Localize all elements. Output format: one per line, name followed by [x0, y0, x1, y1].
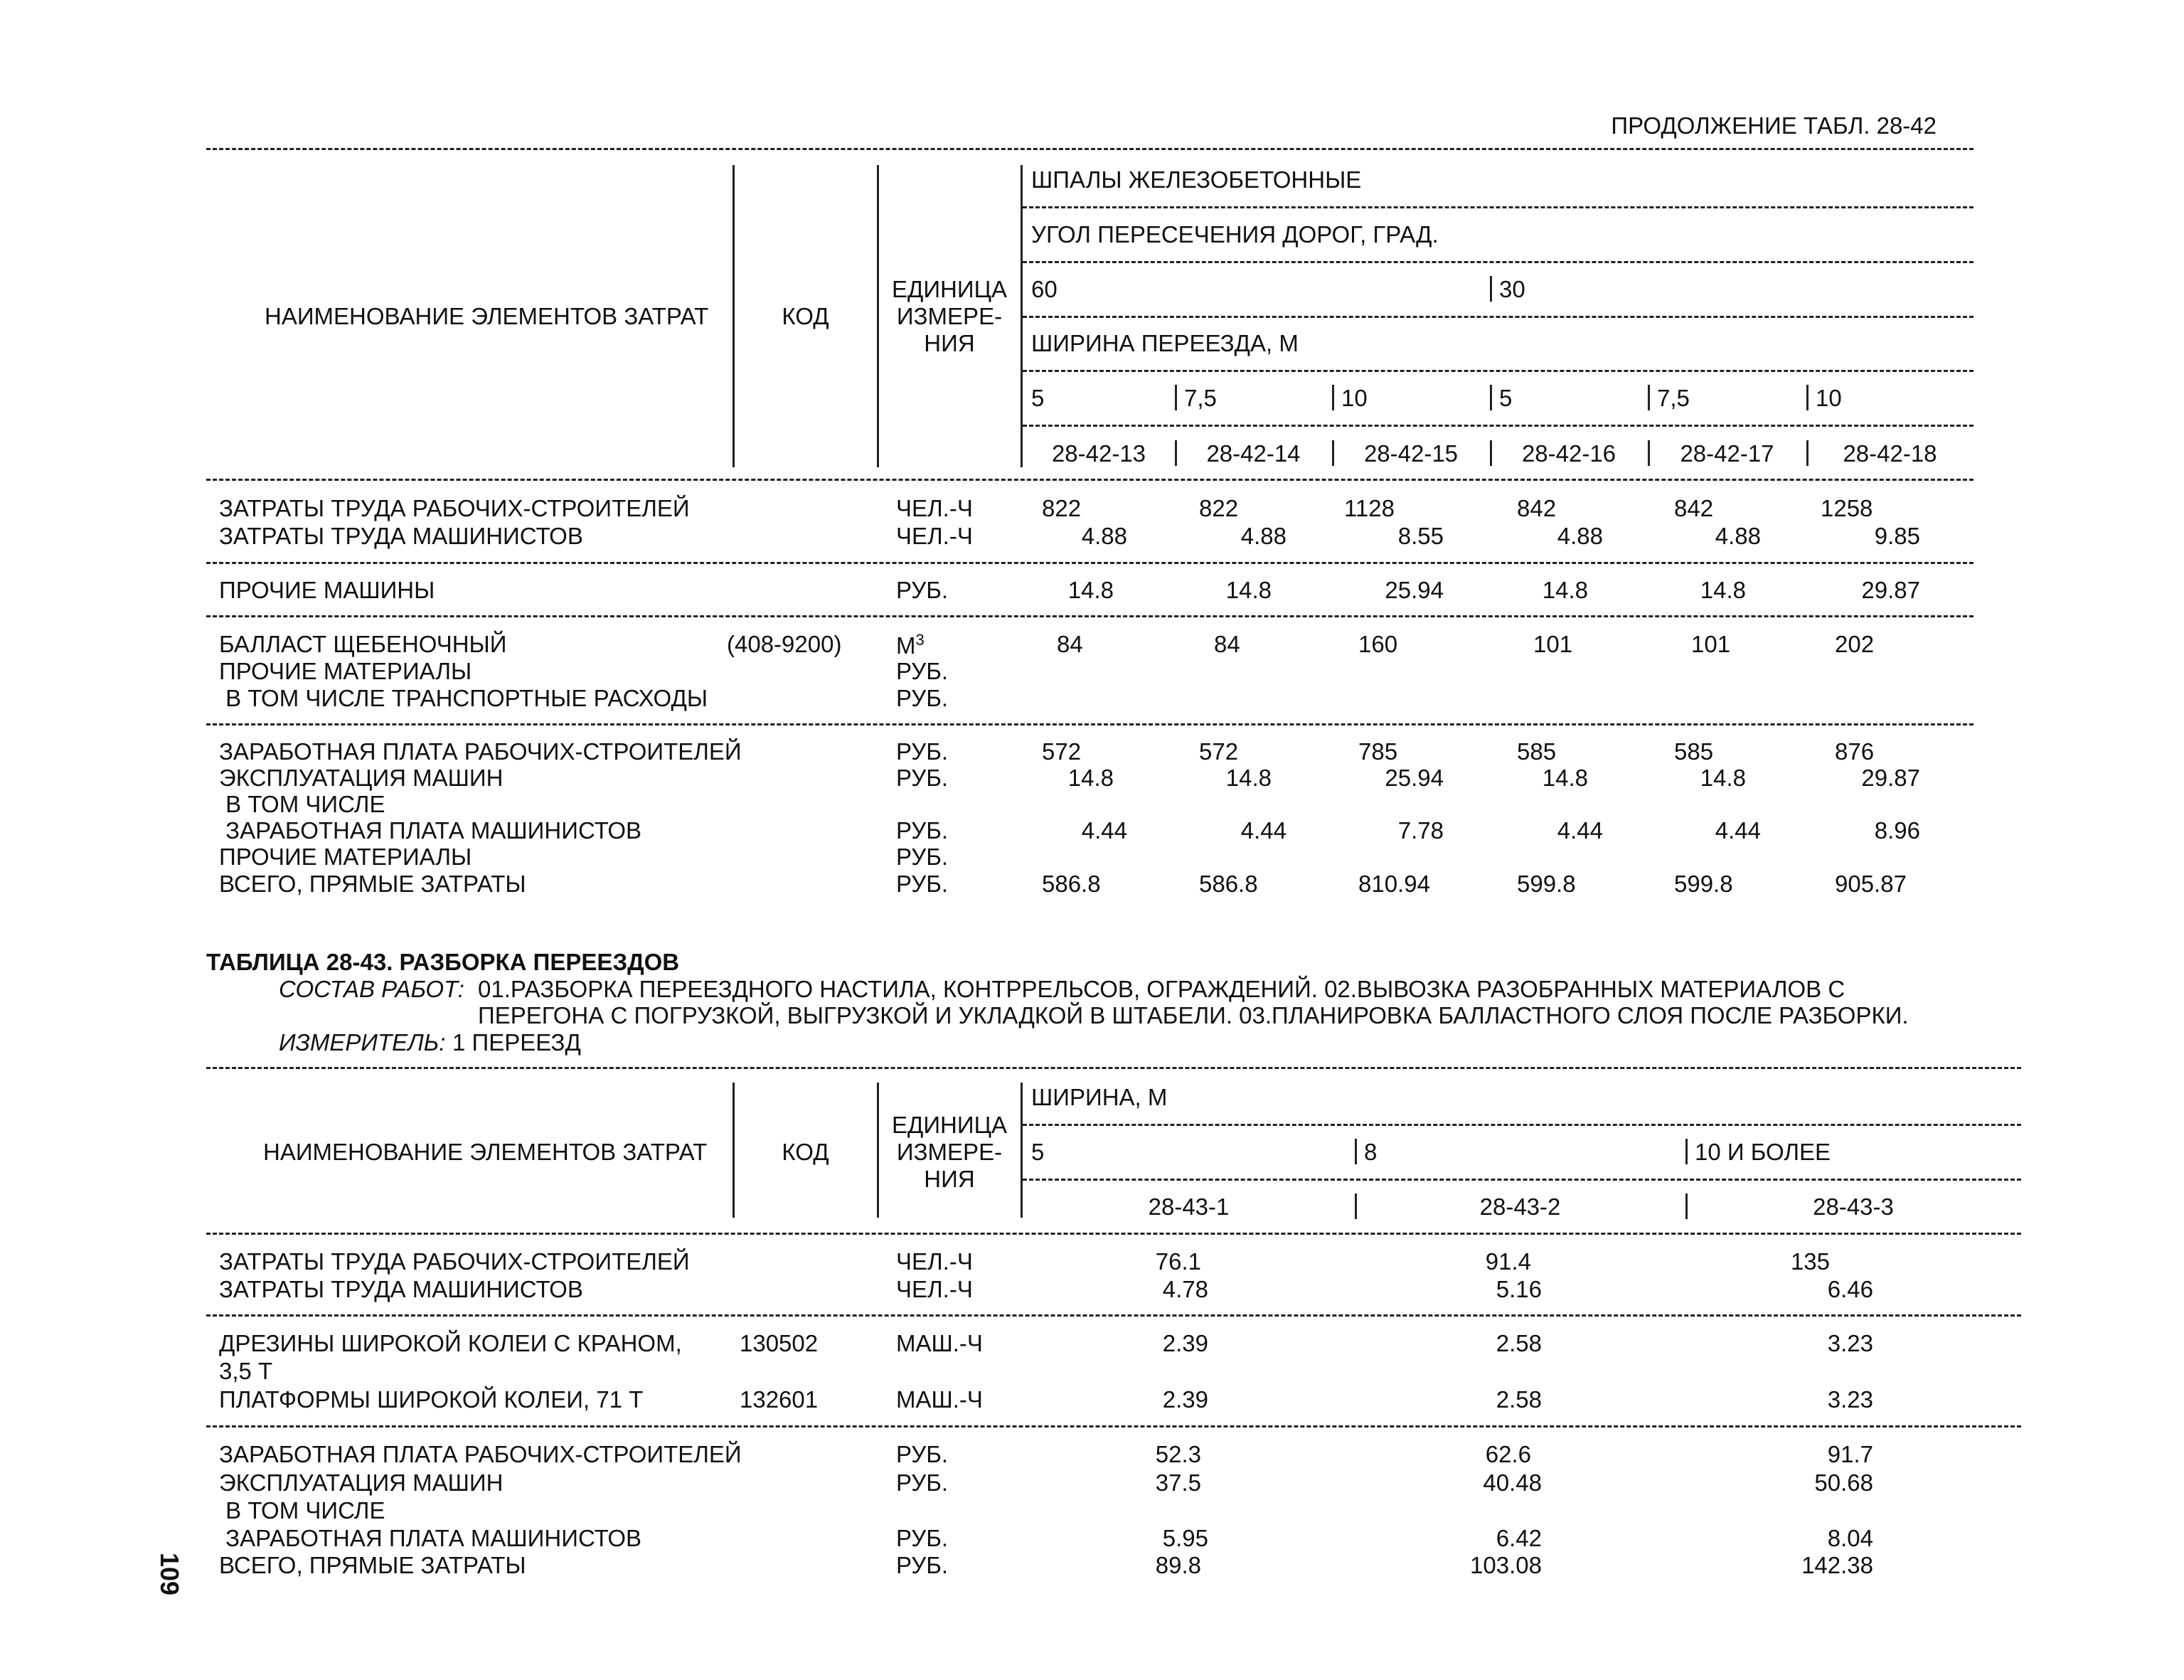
value-cell: 14.8	[1225, 765, 1272, 791]
cost-element-name: ЭКСПЛУАТАЦИЯ МАШИН	[219, 765, 504, 791]
cost-element-name: ЗАТРАТЫ ТРУДА МАШИНИСТОВ	[219, 1276, 583, 1302]
header-width-value: 5	[1031, 385, 1045, 411]
header-sleepers: ШПАЛЫ ЖЕЛЕЗОБЕТОННЫЕ	[1031, 166, 1362, 193]
cost-element-name: В ТОМ ЧИСЛЕ	[219, 791, 385, 817]
value-cell: 9.85	[1874, 523, 1920, 549]
value-cell: 585	[1674, 738, 1714, 765]
value-cell: 5.16	[1496, 1276, 1542, 1302]
unit-cell: $М^3$	[896, 631, 925, 659]
value-cell: 8.96	[1874, 817, 1920, 844]
value-cell: 14.8	[1700, 577, 1746, 603]
unit-cell: РУБ.	[896, 765, 949, 791]
value-cell: 14.8	[1225, 577, 1272, 603]
unit-cell: ЧЕЛ.-Ч	[896, 495, 973, 521]
value-cell: 586.8	[1042, 871, 1101, 897]
unit-cell: РУБ.	[896, 844, 949, 870]
header-unit-line2: ИЗМЕРЕ-	[896, 303, 1003, 329]
header-norm-code: 28-42-16	[1521, 440, 1616, 467]
value-cell: 4.78	[1162, 1276, 1208, 1302]
divider	[206, 562, 1973, 564]
value-cell: 785	[1358, 738, 1398, 765]
code-cell: (408-9200)	[727, 631, 842, 657]
header-norm-code: 28-42-14	[1206, 440, 1301, 467]
unit-cell: МАШ.-Ч	[896, 1386, 983, 1413]
header-code: КОД	[782, 1139, 829, 1165]
column-divider	[1175, 385, 1177, 410]
cost-element-name: ДРЕЗИНЫ ШИРОКОЙ КОЛЕИ С КРАНОМ,	[219, 1330, 682, 1356]
cost-element-name: ЗАТРАТЫ ТРУДА РАБОЧИХ-СТРОИТЕЛЕЙ	[219, 1248, 690, 1275]
divider	[206, 615, 1973, 617]
cost-element-name: ВСЕГО, ПРЯМЫЕ ЗАТРАТЫ	[219, 871, 526, 897]
cost-element-name: ЗАРАБОТНАЯ ПЛАТА МАШИНИСТОВ	[219, 1525, 642, 1551]
header-angle: УГОЛ ПЕРЕСЕЧЕНИЯ ДОРОГ, ГРАД.	[1031, 221, 1439, 248]
divider	[1023, 1179, 2021, 1181]
value-cell: 586.8	[1199, 871, 1258, 897]
header-unit-line3: НИЯ	[924, 1166, 975, 1192]
value-cell: 76.1	[1155, 1248, 1201, 1275]
column-divider	[1490, 385, 1492, 410]
value-cell: 599.8	[1517, 871, 1576, 897]
value-cell: 4.44	[1557, 817, 1603, 844]
divider	[206, 1067, 2021, 1069]
cost-element-name: ЗАРАБОТНАЯ ПЛАТА МАШИНИСТОВ	[219, 817, 642, 844]
cost-element-name: ЗАТРАТЫ ТРУДА МАШИНИСТОВ	[219, 523, 583, 549]
header-norm-code: 28-43-3	[1813, 1193, 1894, 1220]
divider	[1023, 261, 1973, 263]
value-cell: 89.8	[1155, 1552, 1201, 1578]
page-number: 109	[155, 1552, 185, 1596]
value-cell: 8.55	[1397, 523, 1444, 549]
value-cell: 822	[1199, 495, 1239, 521]
unit-cell: РУБ.	[896, 658, 949, 684]
cost-element-name: ПЛАТФОРМЫ ШИРОКОЙ КОЛЕИ, 71 Т	[219, 1386, 644, 1413]
header-width-value: 10	[1341, 385, 1368, 411]
header-width: ШИРИНА ПЕРЕЕЗДА, М	[1031, 330, 1299, 356]
value-cell: 585	[1517, 738, 1557, 765]
value-cell: 160	[1358, 631, 1398, 657]
unit-cell: РУБ.	[896, 577, 949, 603]
value-cell: 25.94	[1385, 765, 1444, 791]
value-cell: 202	[1835, 631, 1875, 657]
unit-cell: РУБ.	[896, 871, 949, 897]
value-cell: 905.87	[1835, 871, 1907, 897]
divider	[1023, 1124, 2021, 1126]
header-norm-code: 28-43-1	[1148, 1193, 1230, 1220]
cost-element-name: ВСЕГО, ПРЯМЫЕ ЗАТРАТЫ	[219, 1552, 526, 1578]
column-divider	[733, 165, 735, 467]
value-cell: 25.94	[1385, 577, 1444, 603]
value-cell: 4.44	[1081, 817, 1127, 844]
value-cell: 2.39	[1162, 1330, 1208, 1356]
divider	[206, 723, 1973, 725]
header-width: ШИРИНА, М	[1031, 1084, 1168, 1110]
value-cell: 2.39	[1162, 1386, 1208, 1413]
column-divider	[1490, 276, 1492, 302]
value-cell: 876	[1835, 738, 1875, 765]
unit-cell: ЧЕЛ.-Ч	[896, 1248, 973, 1275]
unit-cell: РУБ.	[896, 1552, 949, 1578]
value-cell: 4.88	[1557, 523, 1603, 549]
value-cell: 810.94	[1358, 871, 1430, 897]
value-cell: 2.58	[1496, 1330, 1542, 1356]
divider	[1023, 206, 1973, 208]
value-cell: 2.58	[1496, 1386, 1542, 1413]
value-cell: 62.6	[1485, 1441, 1531, 1467]
code-cell: 132601	[740, 1386, 819, 1413]
value-cell: 91.7	[1827, 1441, 1873, 1467]
header-width-value: 10	[1816, 385, 1842, 411]
unit-cell: РУБ.	[896, 738, 949, 765]
unit-cell: РУБ.	[896, 1441, 949, 1467]
column-divider	[1355, 1139, 1357, 1164]
header-norm-code: 28-42-13	[1051, 440, 1146, 467]
divider	[206, 479, 1973, 481]
column-divider	[1648, 385, 1650, 410]
value-cell: 599.8	[1674, 871, 1733, 897]
code-cell: 130502	[740, 1330, 819, 1356]
header-unit-line3: НИЯ	[924, 330, 975, 356]
unit-cell: ЧЕЛ.-Ч	[896, 1276, 973, 1302]
header-width-value: 10 И БОЛЕЕ	[1695, 1139, 1831, 1165]
value-cell: 14.8	[1067, 765, 1114, 791]
value-cell: 142.38	[1801, 1552, 1873, 1578]
header-cost-element: НАИМЕНОВАНИЕ ЭЛЕМЕНТОВ ЗАТРАТ	[265, 303, 709, 329]
column-divider	[877, 1083, 879, 1218]
value-cell: 40.48	[1483, 1469, 1542, 1496]
value-cell: 4.88	[1081, 523, 1127, 549]
unit-cell: РУБ.	[896, 1525, 949, 1551]
cost-element-name: ПРОЧИЕ МАШИНЫ	[219, 577, 435, 603]
value-cell: 4.88	[1240, 523, 1287, 549]
header-norm-code: 28-42-17	[1680, 440, 1774, 467]
unit-cell: РУБ.	[896, 685, 949, 711]
cost-element-name: В ТОМ ЧИСЛЕ ТРАНСПОРТНЫЕ РАСХОДЫ	[219, 685, 708, 711]
value-cell: 101	[1691, 631, 1731, 657]
meter-label: ИЗМЕРИТЕЛЬ:	[279, 1029, 446, 1056]
cost-element-name: ЗАТРАТЫ ТРУДА РАБОЧИХ-СТРОИТЕЛЕЙ	[219, 495, 690, 521]
header-unit-line1: ЕДИНИЦА	[891, 276, 1008, 302]
cost-element-name: ЭКСПЛУАТАЦИЯ МАШИН	[219, 1469, 504, 1496]
unit-cell: МАШ.-Ч	[896, 1330, 983, 1356]
value-cell: 14.8	[1542, 577, 1588, 603]
value-cell: 572	[1199, 738, 1239, 765]
meter-value: 1 ПЕРЕЕЗД	[452, 1029, 581, 1056]
table-title: ТАБЛИЦА 28-43. РАЗБОРКА ПЕРЕЕЗДОВ	[206, 949, 680, 975]
header-norm-code: 28-42-18	[1843, 440, 1937, 467]
work-composition-label: СОСТАВ РАБОТ:	[279, 976, 464, 1002]
column-divider	[877, 165, 879, 467]
value-cell: 14.8	[1542, 765, 1588, 791]
work-composition-text: ПЕРЕГОНА С ПОГРУЗКОЙ, ВЫГРУЗКОЙ И УКЛАДКОЙ В ШТАБЕЛИ. 03.ПЛАНИРОВКА БАЛЛАСТНОГО СЛОЯ ПОСЛЕ РАЗБОРКИ.	[478, 1002, 1909, 1028]
value-cell: 91.4	[1485, 1248, 1531, 1275]
cost-element-name: ПРОЧИЕ МАТЕРИАЛЫ	[219, 658, 472, 684]
cost-element-name: ЗАРАБОТНАЯ ПЛАТА РАБОЧИХ-СТРОИТЕЛЕЙ	[219, 738, 742, 765]
column-divider	[1332, 385, 1334, 410]
value-cell: 14.8	[1700, 765, 1746, 791]
divider	[1023, 370, 1973, 372]
unit-cell: ЧЕЛ.-Ч	[896, 523, 973, 549]
header-width-value: 8	[1364, 1139, 1378, 1165]
value-cell: 7.78	[1397, 817, 1444, 844]
divider	[206, 1314, 2021, 1317]
continuation-label: ПРОДОЛЖЕНИЕ ТАБЛ. 28-42	[1611, 112, 1937, 139]
cost-element-name: БАЛЛАСТ ЩЕБЕНОЧНЫЙ	[219, 631, 507, 657]
header-code: КОД	[782, 303, 829, 329]
value-cell: 4.44	[1240, 817, 1287, 844]
value-cell: 29.87	[1861, 765, 1920, 791]
cost-element-name: 3,5 Т	[219, 1358, 273, 1384]
value-cell: 842	[1674, 495, 1714, 521]
value-cell: 572	[1042, 738, 1082, 765]
header-width-value: 5	[1031, 1139, 1045, 1165]
header-unit-line2: ИЗМЕРЕ-	[896, 1139, 1003, 1165]
value-cell: 29.87	[1861, 577, 1920, 603]
header-width-value: 7,5	[1657, 385, 1690, 411]
header-norm-code: 28-43-2	[1479, 1193, 1561, 1220]
header-width-value: 5	[1499, 385, 1513, 411]
unit-cell: РУБ.	[896, 817, 949, 844]
value-cell: 842	[1517, 495, 1557, 521]
cost-element-name: ПРОЧИЕ МАТЕРИАЛЫ	[219, 844, 472, 870]
value-cell: 37.5	[1155, 1469, 1201, 1496]
divider	[1023, 425, 1973, 427]
cost-element-name: ЗАРАБОТНАЯ ПЛАТА РАБОЧИХ-СТРОИТЕЛЕЙ	[219, 1441, 742, 1467]
value-cell: 6.46	[1827, 1276, 1873, 1302]
work-composition-text: 01.РАЗБОРКА ПЕРЕЕЗДНОГО НАСТИЛА, КОНТРРЕЛЬСОВ, ОГРАЖДЕНИЙ. 02.ВЫВОЗКА РАЗОБРАННЫХ МАТЕРИАЛОВ С	[478, 976, 1845, 1002]
value-cell: 101	[1533, 631, 1573, 657]
header-norm-code: 28-42-15	[1363, 440, 1459, 467]
header-width-value: 7,5	[1184, 385, 1217, 411]
value-cell: 5.95	[1162, 1525, 1208, 1551]
value-cell: 84	[1057, 631, 1083, 657]
value-cell: 14.8	[1067, 577, 1114, 603]
value-cell: 3.23	[1827, 1330, 1873, 1356]
value-cell: 8.04	[1827, 1525, 1873, 1551]
column-divider	[1806, 385, 1809, 410]
value-cell: 135	[1790, 1248, 1830, 1275]
header-angle-60: 60	[1031, 276, 1058, 302]
value-cell: 1128	[1344, 495, 1395, 521]
value-cell: 84	[1214, 631, 1240, 657]
header-unit-line1: ЕДИНИЦА	[891, 1112, 1008, 1138]
cost-element-name: В ТОМ ЧИСЛЕ	[219, 1497, 385, 1524]
value-cell: 1258	[1821, 495, 1873, 521]
header-angle-30: 30	[1499, 276, 1525, 302]
value-cell: 52.3	[1155, 1441, 1201, 1467]
value-cell: 6.42	[1496, 1525, 1542, 1551]
divider	[1023, 316, 1973, 318]
value-cell: 3.23	[1827, 1386, 1873, 1413]
column-divider	[1685, 1139, 1688, 1164]
value-cell: 4.88	[1715, 523, 1761, 549]
value-cell: 50.68	[1814, 1469, 1873, 1496]
value-cell: 4.44	[1715, 817, 1761, 844]
value-cell: 822	[1042, 495, 1082, 521]
header-cost-element: НАИМЕНОВАНИЕ ЭЛЕМЕНТОВ ЗАТРАТ	[263, 1139, 708, 1165]
divider	[206, 1233, 2021, 1235]
divider	[206, 1425, 2021, 1428]
unit-cell: РУБ.	[896, 1469, 949, 1496]
value-cell: 103.08	[1470, 1552, 1542, 1578]
divider	[206, 148, 1973, 150]
column-divider	[733, 1083, 735, 1218]
